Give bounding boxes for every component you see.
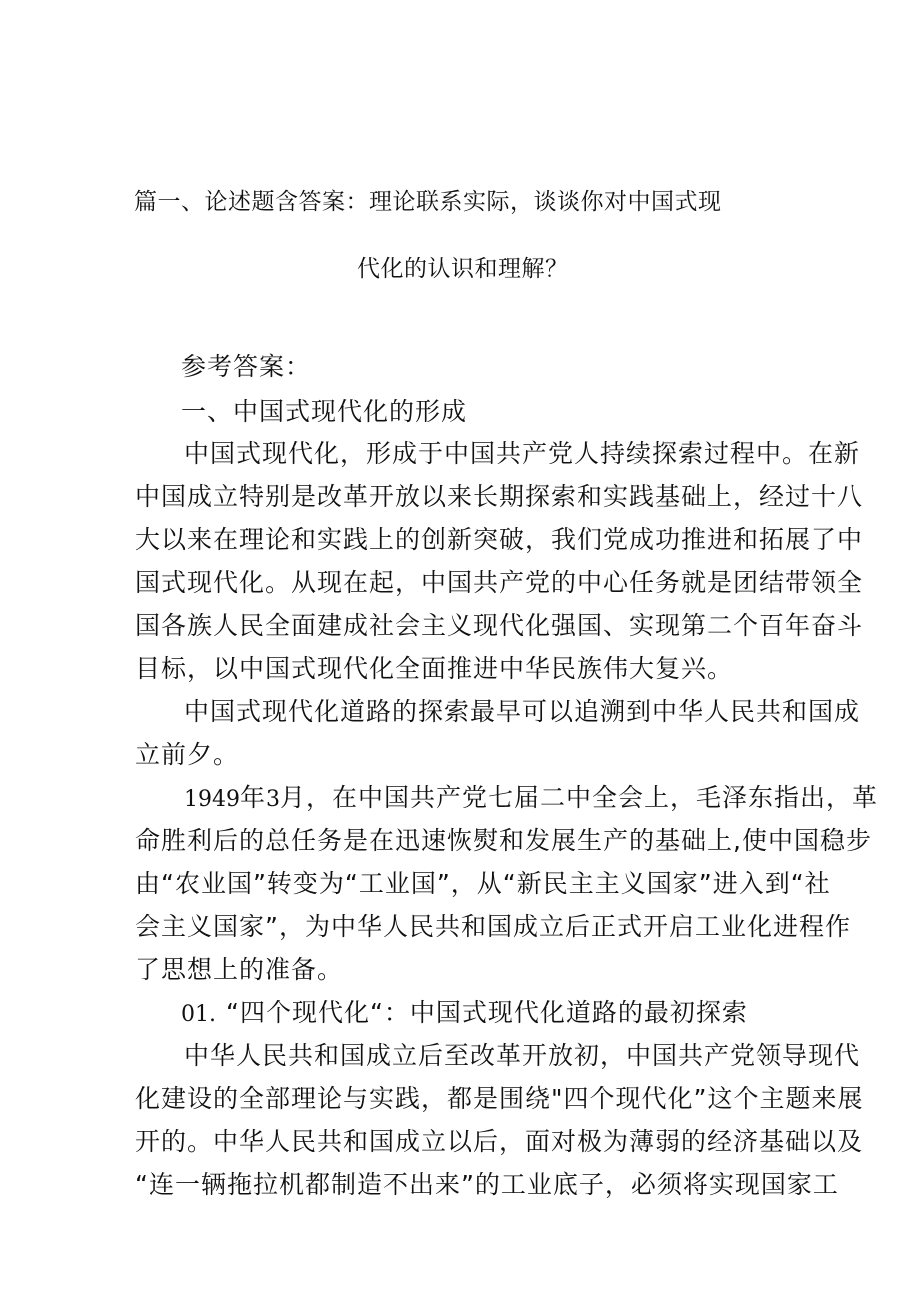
paragraph-line: 会主义国家”，为中华人民共和国成立后正式开启工业化进程作 — [135, 912, 851, 941]
paragraph-line: 了思想上的准备。 — [135, 955, 344, 984]
paragraph-line: 国各族人民全面建成社会主义现代化强国、实现第二个百年奋斗 — [135, 611, 864, 640]
section-heading: 一、中国式现代化的形成 — [181, 397, 468, 426]
paragraph-line: 目标，以中国式现代化全面推进中华民族伟大复兴。 — [135, 654, 734, 683]
paragraph-text: 月，在中国共产党七届二中全会上，毛泽东指出，革 — [280, 783, 879, 812]
document-title-line-1: 篇一、论述题含答案：理论联系实际，谈谈你对中国式现 — [134, 189, 722, 215]
paragraph-line: 中华人民共和国成立后至改革开放初，中国共产党领导现代 — [184, 1041, 861, 1070]
paragraph-line: 中国式现代化，形成于中国共产党人持续探索过程中。在新 — [184, 439, 861, 468]
paragraph-line: 中国成立特别是改革开放以来长期探索和实践基础上，经过十八 — [135, 482, 864, 511]
paragraph-line — [184, 782, 878, 816]
paragraph-line: 命胜利后的总任务是在迅速恢熨和发展生产的基础上,使中国稳步 — [135, 826, 872, 855]
subheading-text: “四个现代化“：中国式现代化道路的最初探索 — [226, 998, 748, 1027]
answer-label: 参考答案： — [181, 352, 312, 381]
paragraph-line: 大以来在理论和实践上的创新突破，我们党成功推进和拓展了中 — [135, 525, 864, 554]
paragraph-line: 国式现代化。从现在起，中国共产党的中心任务就是团结带领全 — [135, 568, 864, 597]
paragraph-line: 立前夕。 — [135, 740, 240, 769]
subheading — [181, 997, 748, 1031]
year-unit: 年 — [240, 783, 267, 812]
year-number: 1949 — [184, 787, 240, 812]
subheading-number: 01. — [181, 1002, 216, 1027]
paragraph-line: “连一辆拖拉机都制造不出来”的工业底子，必须将实现国家工 — [135, 1170, 839, 1199]
paragraph-line: 中国式现代化道路的探索最早可以追溯到中华人民共和国成 — [184, 697, 861, 726]
document-title-line-2: 代化的认识和理解？ — [357, 256, 569, 282]
paragraph-line: 由“农业国”转变为“工业国”，从“新民主主义国家”进入到“社 — [135, 869, 831, 898]
paragraph-line: 开的。中华人民共和国成立以后，面对极为薄弱的经济基础以及 — [135, 1127, 864, 1156]
month-number: 3 — [266, 787, 281, 812]
paragraph-line: 化建设的全部理论与实践，都是围绕"四个现代化”这个主题来展 — [135, 1084, 864, 1113]
